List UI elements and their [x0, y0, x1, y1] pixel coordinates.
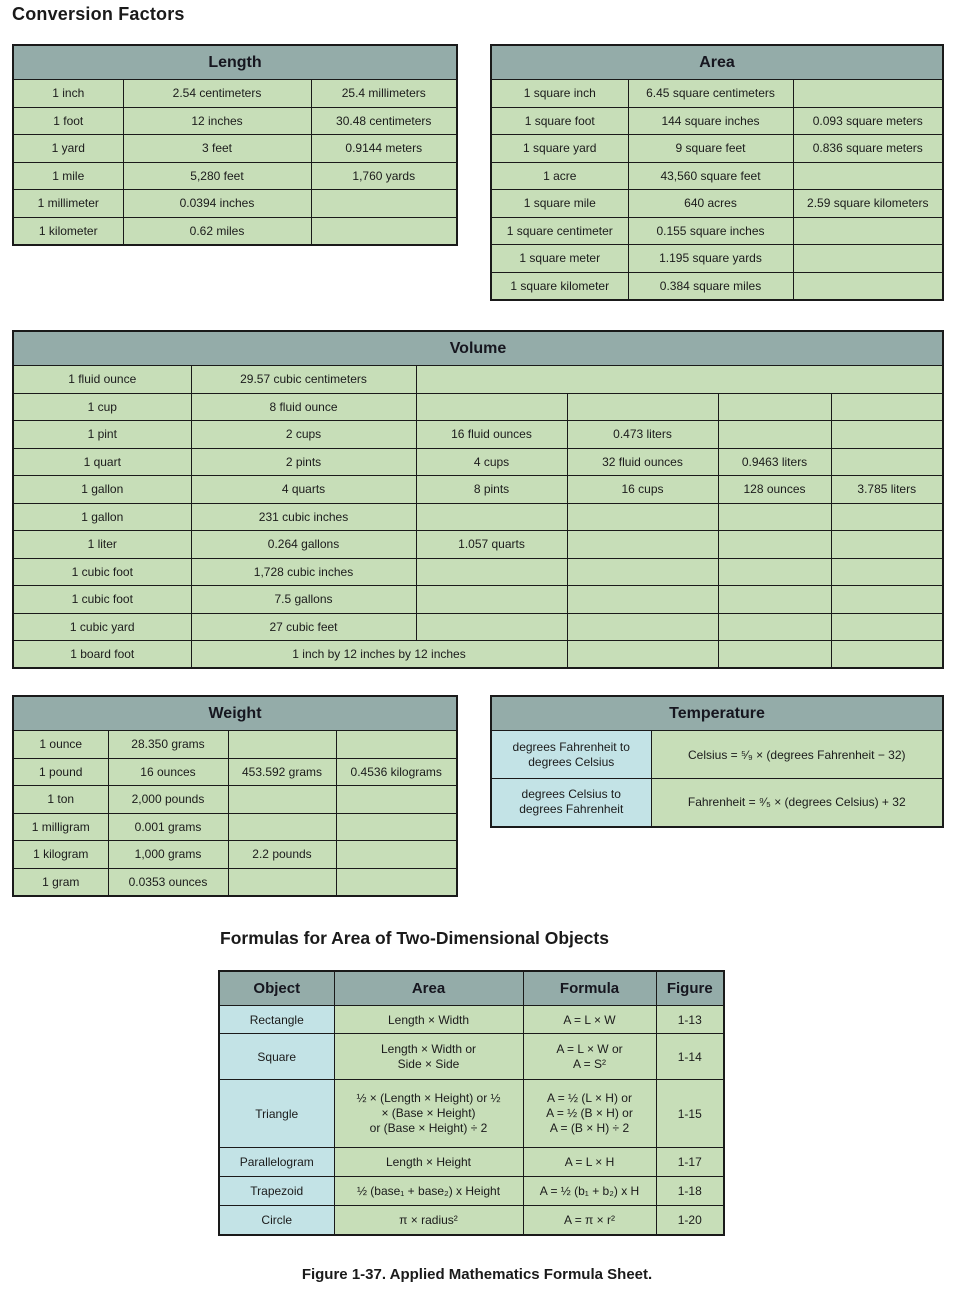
table-cell [567, 641, 718, 669]
table-row [219, 1148, 724, 1177]
table-cell: 28.350 grams [108, 731, 228, 759]
table-cell: 1 kilogram [13, 841, 108, 869]
table-cell: ½ × (Length × Height) or ½ × (Base × Height) or (Base × Height) ÷ 2 [334, 1080, 523, 1148]
table-cell: 0.473 liters [567, 421, 718, 449]
table-cell: 1 liter [13, 531, 191, 559]
volume-table-body [13, 366, 943, 669]
table-cell: 1 yard [13, 135, 123, 163]
table-cell: 1-20 [656, 1206, 724, 1235]
table-cell: 32 fluid ounces [567, 448, 718, 476]
table-header-row [491, 45, 943, 80]
table-cell [336, 731, 457, 759]
table-cell: 1 board foot [13, 641, 191, 669]
table-row [13, 366, 943, 394]
table-row [13, 448, 943, 476]
table-cell: 9 square feet [628, 135, 793, 163]
table-cell: 0.264 gallons [191, 531, 416, 559]
table-cell: π × radius² [334, 1206, 523, 1235]
table-row [13, 531, 943, 559]
table-row [13, 217, 457, 245]
table-cell: 1-14 [656, 1034, 724, 1080]
table-cell: 1 millimeter [13, 190, 123, 218]
table-row [491, 162, 943, 190]
table-header-row [13, 45, 457, 80]
table-cell: 16 cups [567, 476, 718, 504]
weight-table-body [13, 731, 457, 896]
table-cell: 1 square kilometer [491, 272, 628, 300]
table-cell [416, 586, 567, 614]
table-cell: A = ½ (L × H) or A = ½ (B × H) or A = (B × H) ÷ 2 [523, 1080, 656, 1148]
table-row [13, 786, 457, 814]
table-cell [567, 558, 718, 586]
table-cell: 0.093 square meters [793, 107, 943, 135]
table-cell [567, 393, 718, 421]
table-cell: 1 cup [13, 393, 191, 421]
table-cell: 1 cubic foot [13, 586, 191, 614]
table-cell: 0.836 square meters [793, 135, 943, 163]
table-cell [718, 393, 831, 421]
table-cell: 1-15 [656, 1080, 724, 1148]
table-row [13, 107, 457, 135]
table-cell: 0.155 square inches [628, 217, 793, 245]
table-header-row [219, 971, 724, 1006]
table-cell: 2.54 centimeters [123, 80, 311, 108]
table-cell: Rectangle [219, 1006, 334, 1034]
table-cell [831, 503, 943, 531]
column-header-figure: Figure [656, 971, 724, 1006]
table-cell [336, 841, 457, 869]
temperature-table [490, 695, 944, 828]
table-cell: 2 cups [191, 421, 416, 449]
table-cell [567, 503, 718, 531]
table-row [219, 1177, 724, 1206]
table-cell [228, 868, 336, 896]
table-cell [718, 503, 831, 531]
length-table-title: Length [13, 45, 457, 80]
table-cell: 16 fluid ounces [416, 421, 567, 449]
table-row [13, 503, 943, 531]
table-cell: 4 cups [416, 448, 567, 476]
table-cell: 1,728 cubic inches [191, 558, 416, 586]
table-cell: 1 square meter [491, 245, 628, 273]
table-cell: 1 square foot [491, 107, 628, 135]
table-cell: 0.62 miles [123, 217, 311, 245]
table-cell [416, 366, 943, 394]
column-header-object: Object [219, 971, 334, 1006]
table-cell: degrees Celsius to degrees Fahrenheit [491, 779, 651, 827]
table-cell [831, 448, 943, 476]
table-row [13, 135, 457, 163]
table-cell: 1 cubic foot [13, 558, 191, 586]
table-row [13, 190, 457, 218]
table-cell [567, 531, 718, 559]
table-cell [228, 786, 336, 814]
table-cell: 1-18 [656, 1177, 724, 1206]
table-cell: 12 inches [123, 107, 311, 135]
table-cell [718, 586, 831, 614]
table-cell: 29.57 cubic centimeters [191, 366, 416, 394]
table-cell: 453.592 grams [228, 758, 336, 786]
table-cell: A = L × W [523, 1006, 656, 1034]
table-cell [831, 421, 943, 449]
area-table [490, 44, 944, 301]
table-cell: 3.785 liters [831, 476, 943, 504]
table-row [219, 1206, 724, 1235]
table-cell [228, 813, 336, 841]
table-cell: 1 gallon [13, 503, 191, 531]
table-cell [831, 613, 943, 641]
area-table-body [491, 80, 943, 300]
table-row [13, 641, 943, 669]
table-cell: Parallelogram [219, 1148, 334, 1177]
length-table [12, 44, 458, 246]
table-cell: 231 cubic inches [191, 503, 416, 531]
table-cell: 1 inch by 12 inches by 12 inches [191, 641, 567, 669]
table-cell [718, 421, 831, 449]
table-cell [567, 613, 718, 641]
table-cell: 1-17 [656, 1148, 724, 1177]
table-cell [718, 613, 831, 641]
table-cell [718, 558, 831, 586]
table-row [13, 476, 943, 504]
area-table-title: Area [491, 45, 943, 80]
table-cell: 30.48 centimeters [311, 107, 457, 135]
table-cell [831, 641, 943, 669]
figure-caption: Figure 1-37. Applied Mathematics Formula Sheet. [301, 1266, 653, 1283]
table-cell: 0.001 grams [108, 813, 228, 841]
table-row [13, 421, 943, 449]
table-row [491, 779, 943, 827]
table-cell: 1 ton [13, 786, 108, 814]
table-row [491, 107, 943, 135]
temperature-table-title: Temperature [491, 696, 943, 731]
table-cell: 1 ounce [13, 731, 108, 759]
table-cell [416, 613, 567, 641]
table-cell: Trapezoid [219, 1177, 334, 1206]
table-cell: Circle [219, 1206, 334, 1235]
table-cell: 8 fluid ounce [191, 393, 416, 421]
table-cell: 2.59 square kilometers [793, 190, 943, 218]
area-formulas-table [218, 970, 725, 1236]
table-cell [416, 503, 567, 531]
table-cell: 1 square inch [491, 80, 628, 108]
table-row [13, 841, 457, 869]
table-cell: 6.45 square centimeters [628, 80, 793, 108]
weight-table [12, 695, 458, 897]
table-cell [831, 586, 943, 614]
table-cell: 1 cubic yard [13, 613, 191, 641]
table-row [491, 731, 943, 779]
table-cell: degrees Fahrenheit to degrees Celsius [491, 731, 651, 779]
table-cell: Length × Height [334, 1148, 523, 1177]
table-cell: A = π × r² [523, 1206, 656, 1235]
table-cell: 1-13 [656, 1006, 724, 1034]
table-cell: 144 square inches [628, 107, 793, 135]
table-cell [831, 531, 943, 559]
table-cell: 1 square mile [491, 190, 628, 218]
table-cell [793, 80, 943, 108]
table-row [13, 813, 457, 841]
table-cell [336, 813, 457, 841]
table-row [13, 613, 943, 641]
table-row [491, 272, 943, 300]
table-cell: 128 ounces [718, 476, 831, 504]
table-cell: 2.2 pounds [228, 841, 336, 869]
table-cell [416, 393, 567, 421]
table-cell [416, 558, 567, 586]
table-cell: ½ (base₁ + base₂) x Height [334, 1177, 523, 1206]
table-row [13, 162, 457, 190]
table-cell: 4 quarts [191, 476, 416, 504]
table-cell: 1 inch [13, 80, 123, 108]
table-cell [718, 531, 831, 559]
table-cell [793, 162, 943, 190]
table-cell [831, 393, 943, 421]
table-cell: Square [219, 1034, 334, 1080]
volume-table [12, 330, 944, 669]
table-cell: 2,000 pounds [108, 786, 228, 814]
table-cell: 1 pint [13, 421, 191, 449]
table-cell: 0.9144 meters [311, 135, 457, 163]
table-cell: A = L × W or A = S² [523, 1034, 656, 1080]
table-cell: 8 pints [416, 476, 567, 504]
table-cell: 0.9463 liters [718, 448, 831, 476]
table-cell: Fahrenheit = ⁹⁄₅ × (degrees Celsius) + 32 [651, 779, 943, 827]
table-row [219, 1034, 724, 1080]
table-cell: 1 gallon [13, 476, 191, 504]
table-cell: 1 kilometer [13, 217, 123, 245]
table-cell [831, 558, 943, 586]
table-cell [311, 217, 457, 245]
formulas-section-title: Formulas for Area of Two-Dimensional Objects [220, 928, 609, 948]
table-cell [793, 272, 943, 300]
table-row [13, 393, 943, 421]
table-cell [336, 868, 457, 896]
table-cell: 3 feet [123, 135, 311, 163]
table-cell [718, 641, 831, 669]
table-cell: A = ½ (b₁ + b₂) x H [523, 1177, 656, 1206]
weight-table-title: Weight [13, 696, 457, 731]
table-cell: 0.0394 inches [123, 190, 311, 218]
table-cell [336, 786, 457, 814]
table-cell: 1 acre [491, 162, 628, 190]
table-row [13, 731, 457, 759]
table-cell: 1,000 grams [108, 841, 228, 869]
table-cell: Length × Width or Side × Side [334, 1034, 523, 1080]
table-cell [228, 731, 336, 759]
table-cell [567, 586, 718, 614]
table-cell: 0.384 square miles [628, 272, 793, 300]
table-row [13, 558, 943, 586]
temperature-table-body [491, 731, 943, 827]
table-cell: 16 ounces [108, 758, 228, 786]
table-header-row [13, 331, 943, 366]
table-cell: 1,760 yards [311, 162, 457, 190]
table-cell: 1 square centimeter [491, 217, 628, 245]
table-cell: 1 square yard [491, 135, 628, 163]
table-cell: 25.4 millimeters [311, 80, 457, 108]
page-title: Conversion Factors [12, 4, 185, 24]
table-cell: 27 cubic feet [191, 613, 416, 641]
table-cell: 1 milligram [13, 813, 108, 841]
table-row [491, 245, 943, 273]
table-row [13, 758, 457, 786]
table-row [13, 586, 943, 614]
table-cell: Length × Width [334, 1006, 523, 1034]
table-cell: 7.5 gallons [191, 586, 416, 614]
table-row [491, 190, 943, 218]
table-row [219, 1006, 724, 1034]
table-cell: 1.057 quarts [416, 531, 567, 559]
table-row [491, 217, 943, 245]
table-cell: 0.0353 ounces [108, 868, 228, 896]
table-cell: 43,560 square feet [628, 162, 793, 190]
formulas-table-body [219, 1006, 724, 1235]
length-table-body [13, 80, 457, 245]
table-cell: A = L × H [523, 1148, 656, 1177]
table-row [219, 1080, 724, 1148]
column-header-formula: Formula [523, 971, 656, 1006]
table-row [13, 868, 457, 896]
table-cell: 0.4536 kilograms [336, 758, 457, 786]
table-cell: 1 foot [13, 107, 123, 135]
table-row [13, 80, 457, 108]
table-row [491, 135, 943, 163]
table-cell: 2 pints [191, 448, 416, 476]
table-cell [793, 217, 943, 245]
table-cell: 1 gram [13, 868, 108, 896]
table-cell: Celsius = ⁵⁄₉ × (degrees Fahrenheit − 32) [651, 731, 943, 779]
table-row [491, 80, 943, 108]
column-header-area: Area [334, 971, 523, 1006]
table-cell [793, 245, 943, 273]
table-cell [311, 190, 457, 218]
table-cell: 1 pound [13, 758, 108, 786]
volume-table-title: Volume [13, 331, 943, 366]
table-cell: 5,280 feet [123, 162, 311, 190]
table-cell: Triangle [219, 1080, 334, 1148]
table-cell: 1.195 square yards [628, 245, 793, 273]
table-cell: 1 quart [13, 448, 191, 476]
table-cell: 1 mile [13, 162, 123, 190]
table-cell: 1 fluid ounce [13, 366, 191, 394]
table-header-row [491, 696, 943, 731]
table-header-row [13, 696, 457, 731]
table-cell: 640 acres [628, 190, 793, 218]
